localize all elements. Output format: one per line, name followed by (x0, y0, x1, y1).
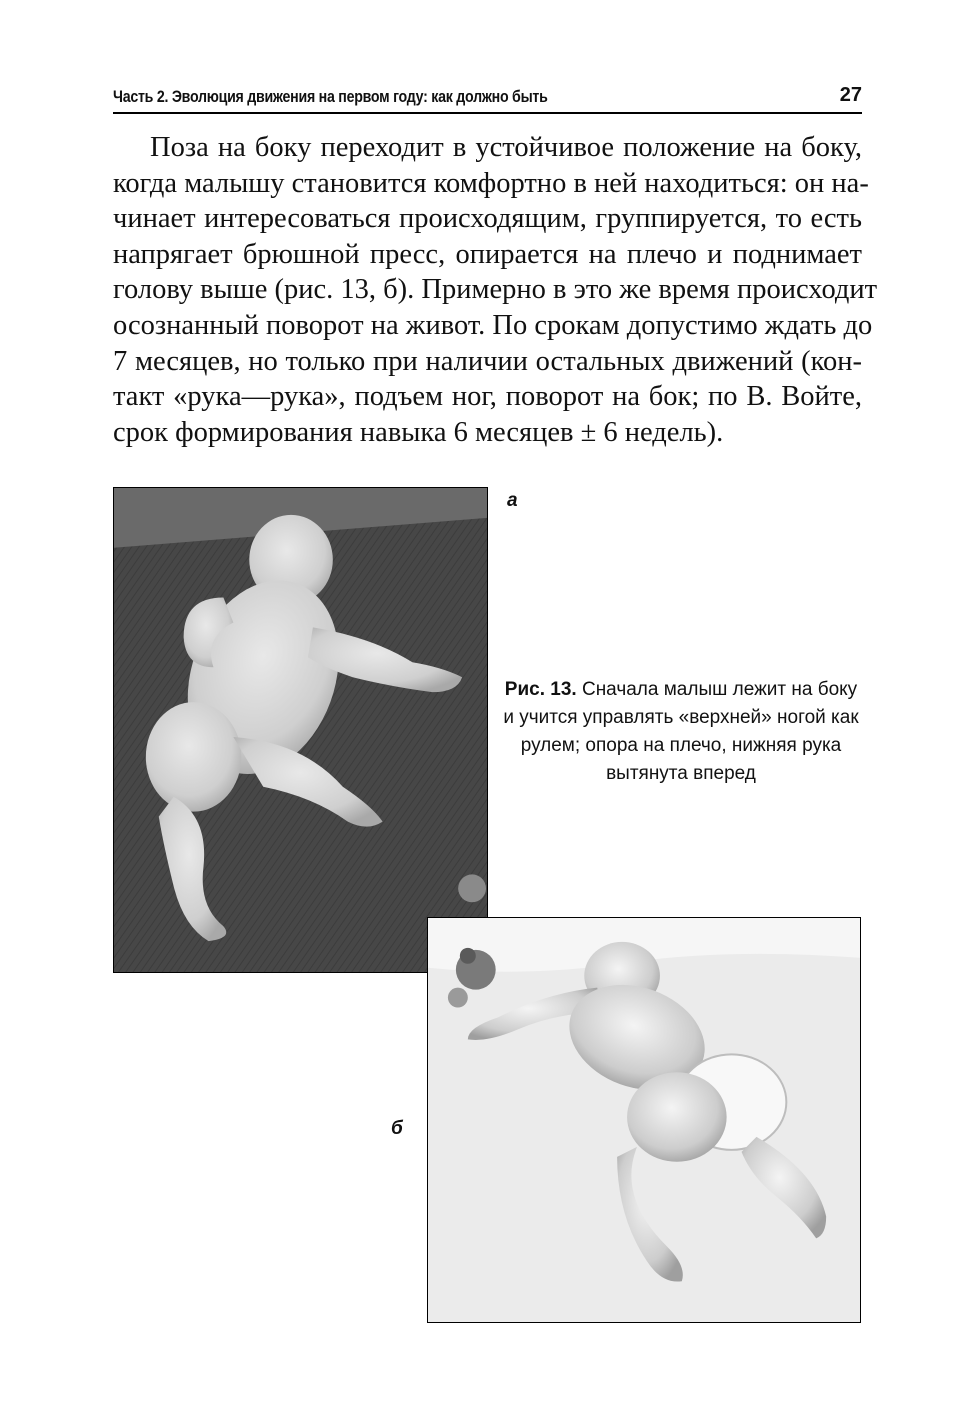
figure-label-b: б (391, 1118, 403, 1139)
caption-text: Сначала малыш лежит на боку и учится управлять «верхней» ногой как рулем; опора на плечо, нижняя рука вытянута вперед (503, 679, 859, 784)
text-line: 7 месяцев, но только при наличии остальных движений (кон- (113, 345, 862, 377)
figure-label-a: а (507, 490, 518, 511)
page-number: 27 (839, 84, 862, 106)
photo-baby-on-side (113, 487, 488, 973)
text-line: такт «рука—рука», подъем ног, поворот на бок; по В. Войте, (113, 381, 862, 413)
text-line: срок формирования навыка 6 месяцев ± 6 недель). (113, 416, 724, 448)
body-paragraph (113, 130, 878, 450)
text-line: осознанный поворот на живот. По срокам допустимо ждать до (113, 309, 873, 341)
text-line: Поза на боку переходит в устойчивое положение на боку, (150, 132, 862, 163)
photo-baby-turning (427, 917, 861, 1323)
caption-label: Рис. 13. (504, 679, 577, 700)
text-line: напрягает брюшной пресс, опирается на плечо и поднимает (113, 238, 862, 270)
text-line: голову выше (рис. 13, б). Примерно в это же время происходит (113, 274, 878, 306)
chapter-title: Часть 2. Эволюция движения на первом году: как должно быть (113, 88, 548, 106)
text-line: чинает интересоваться происходящим, группируется, то есть (113, 203, 862, 235)
running-head (113, 84, 862, 114)
text-line: когда малышу становится комфортно в ней находиться: он на- (113, 167, 869, 199)
figure-caption (500, 676, 862, 788)
